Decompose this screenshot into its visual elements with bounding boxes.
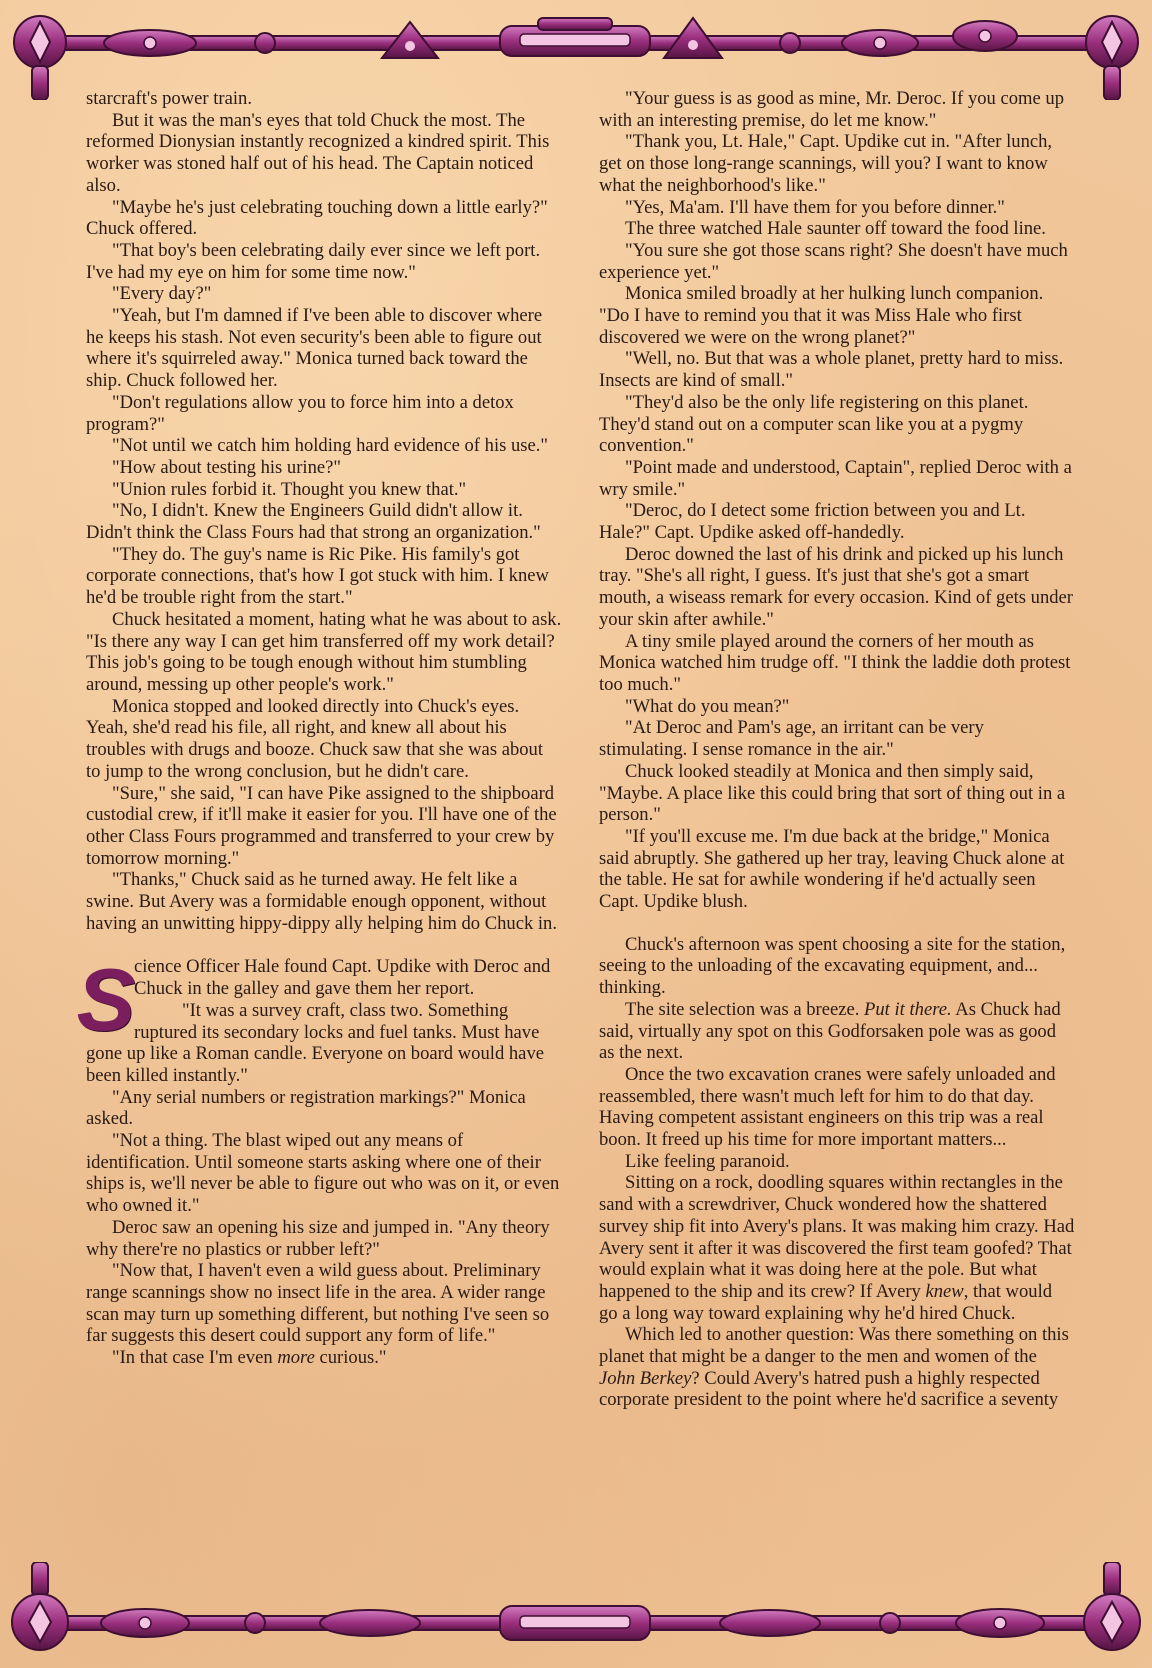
drop-cap-letter: S bbox=[76, 950, 136, 1050]
paragraph-text: curious." bbox=[314, 1347, 387, 1369]
paragraph: "They do. The guy's name is Ric Pike. His family's got corporate connections, that's how I got stuck with him. I knew he'd be trouble right from the start." bbox=[86, 543, 549, 609]
paragraph: Monica stopped and looked directly into Chuck's eyes. Yeah, she'd read his file, all right, and knew all about his troubles with drugs and booze. Chuck saw that she was about to jump to the wrong conclusion, but he didn't care. bbox=[86, 695, 544, 782]
paragraph: Chuck looked steadily at Monica and then simply said, "Maybe. A place like this could bring that sort of thing out in a person." bbox=[599, 760, 1066, 826]
emphasis-text: Put it there. bbox=[864, 998, 952, 1020]
left-text-column bbox=[76, 88, 562, 1369]
paragraph: A tiny smile played around the corners of her mouth as Monica watched him trudge off. "I think the laddie doth protest too much." bbox=[599, 630, 1071, 695]
paragraph: "At Deroc and Pam's age, an irritant can be very stimulating. I sense romance in the air." bbox=[599, 717, 984, 761]
paragraph: "Thank you, Lt. Hale," Capt. Updike cut in. "After lunch, get on those long-range scannings, will you? I want to know what the neighborhood's like." bbox=[599, 131, 1053, 196]
paragraph: The three watched Hale saunter off toward the food line. bbox=[625, 218, 1046, 240]
paragraph: "Not a thing. The blast wiped out any means of identification. Until someone starts asking where one of their ships is, we'll never be able to figure out who was on it, or even who owned it." bbox=[86, 1130, 560, 1217]
paragraph bbox=[599, 1172, 1075, 1324]
paragraph: "Your guess is as good as mine, Mr. Deroc. If you come up with an interesting premise, do let me know." bbox=[599, 88, 1064, 131]
paragraph-text: The site selection was a breeze. bbox=[625, 998, 865, 1020]
paragraph: Deroc downed the last of his drink and picked up his lunch tray. "She's all right, I guess. It's just that she's got a smart mouth, a wiseass remark for every occasion. Kind of gets under your skin after awhile." bbox=[599, 543, 1073, 630]
paragraph: "Thanks," Chuck said as he turned away. He felt like a swine. But Avery was a formidable enough opponent, without having an unwitting hippy-dippy ally helping him do Chuck in. bbox=[86, 869, 557, 934]
paragraph: Chuck hesitated a moment, hating what he was about to ask. "Is there any way I can get him transferred off my work detail? This job's going to be tough enough without him stumbling around, messing up other people's work." bbox=[86, 608, 562, 695]
paragraph: "Not until we catch him holding hard evidence of his use." bbox=[112, 435, 549, 457]
paragraph bbox=[599, 999, 1075, 1064]
paragraph bbox=[86, 1000, 562, 1087]
paragraph: Monica smiled broadly at her hulking lunch companion. "Do I have to remind you that it was Miss Hale who first discovered we were on the wrong planet?" bbox=[599, 283, 1044, 348]
opening-line: cience Officer Hale found Capt. Updike bbox=[134, 956, 432, 978]
paragraph: "Don't regulations allow you to force him into a detox program?" bbox=[86, 391, 514, 435]
paragraph bbox=[86, 1347, 562, 1369]
paragraph: "Yes, Ma'am. I'll have them for you before dinner." bbox=[625, 196, 1005, 218]
paragraph-text: As Chuck had said, virtually any spot on this Godforsaken pole was as good as the next. bbox=[599, 998, 1061, 1064]
paragraph: "Well, no. But that was a whole planet, pretty hard to miss. Insects are kind of small." bbox=[599, 348, 1064, 392]
bottom-ornamental-border bbox=[0, 1562, 1152, 1662]
paragraph: "If you'll excuse me. I'm due back at the bridge," Monica said abruptly. She gathered up her tray, leaving Chuck alone at the table. He sat for awhile wondering if he'd actually seen Capt. Updike blush. bbox=[599, 825, 1065, 913]
emphasis-text: knew bbox=[925, 1280, 964, 1302]
paragraph: "Every day?" bbox=[112, 283, 212, 305]
emphasis-text: more bbox=[277, 1347, 315, 1369]
paragraph: Once the two excavation cranes were safely unloaded and reassembled, there wasn't much left for him to do that day. Having competent assistant engineers on this trip was a real boon. It freed up his time for more important matters... bbox=[599, 1063, 1056, 1151]
paragraph-text: , that would go a long way toward explaining why he'd hired Chuck. bbox=[599, 1280, 1053, 1324]
paragraph: "How about testing his urine?" bbox=[112, 456, 341, 478]
paragraph-text: Sitting on a rock, doodling squares within rectangles in the sand with a screwdriver, Chuck wondered how the shattered survey ship fit into Avery's plans. It was making him crazy. Had Avery sent it after it was discovered the first team goofed? That would explain what it was doing here at the pole. But what happened to the ship and its crew? If Avery bbox=[599, 1172, 1075, 1302]
paragraph: "Sure," she said, "I can have Pike assigned to the shipboard custodial crew, if it'll make it easier for you. I'll have one of the other Class Fours programmed and transferred to your crew by tomorrow morning." bbox=[86, 782, 557, 869]
emphasis-text: John Berkey bbox=[599, 1367, 692, 1389]
paragraph: "They'd also be the only life registering on this planet. They'd stand out on a computer scan like you at a pygmy convention." bbox=[599, 391, 1029, 457]
paragraph: starcraft's power train. bbox=[86, 88, 252, 109]
paragraph: Deroc saw an opening his size and jumped in. "Any theory why there're no plastics or rubber left?" bbox=[86, 1216, 550, 1260]
paragraph: Chuck's afternoon was spent choosing a site for the station, seeing to the unloading of the excavating equipment, and... thinking. bbox=[599, 933, 1066, 999]
paragraph: "Maybe he's just celebrating touching down a little early?" Chuck offered. bbox=[86, 196, 548, 240]
paragraph: "Yeah, but I'm damned if I've been able to discover where he keeps his stash. Not even security's been able to figure out where it's squirreled away." Monica turned back toward the ship. Chuck followed her. bbox=[86, 305, 543, 392]
paragraph: But it was the man's eyes that told Chuck the most. The reformed Dionysian instantly recognized a kindred spirit. This worker was stoned half out of his head. The Captain noticed also. bbox=[86, 109, 550, 196]
paragraph: "That boy's been celebrating daily ever since we left port. I've had my eye on him for some time now." bbox=[86, 239, 541, 283]
paragraph-text: ? Could Avery's hatred push a highly respected corporate president to the point where he'd sacrifice a seventy bbox=[599, 1367, 1059, 1411]
top-ornamental-border bbox=[0, 0, 1152, 100]
opening-rest: with Deroc and Chuck in the galley and gave them her report. bbox=[134, 956, 551, 1000]
paragraph: "Now that, I haven't even a wild guess about. Preliminary range scannings show no insect life in the area. A wider range scan may turn up something different, but nothing I've seen so far suggests this desert could support any form of life." bbox=[86, 1260, 550, 1347]
paragraph-text: Which led to another question: Was there something on this planet that might be a danger to the men and women of the bbox=[599, 1324, 1069, 1368]
paragraph: "What do you mean?" bbox=[625, 695, 790, 717]
paragraph: "No, I didn't. Knew the Engineers Guild didn't allow it. Didn't think the Class Fours had that strong an organization." bbox=[86, 500, 541, 544]
paragraph bbox=[599, 1324, 1075, 1411]
paragraph: "Union rules forbid it. Thought you knew that." bbox=[112, 478, 467, 500]
paragraph: "Deroc, do I detect some friction between you and Lt. Hale?" Capt. Updike asked off-handedly. bbox=[599, 500, 1026, 544]
paragraph-text: "It was a survey craft, class two. Something ruptured its secondary locks and fuel tanks. Must have gone up like a Roman candle. Everyone on board would have been killed instantly." bbox=[86, 999, 544, 1086]
paragraph-text: "In that case I'm even bbox=[112, 1347, 278, 1369]
paragraph: "Any serial numbers or registration markings?" Monica asked. bbox=[86, 1086, 526, 1130]
paragraph: Like feeling paranoid. bbox=[625, 1150, 790, 1172]
right-text-column bbox=[599, 88, 1075, 1411]
paragraph: "Point made and understood, Captain", replied Deroc with a wry smile." bbox=[599, 456, 1072, 500]
paragraph: "You sure she got those scans right? She doesn't have much experience yet." bbox=[599, 239, 1068, 283]
